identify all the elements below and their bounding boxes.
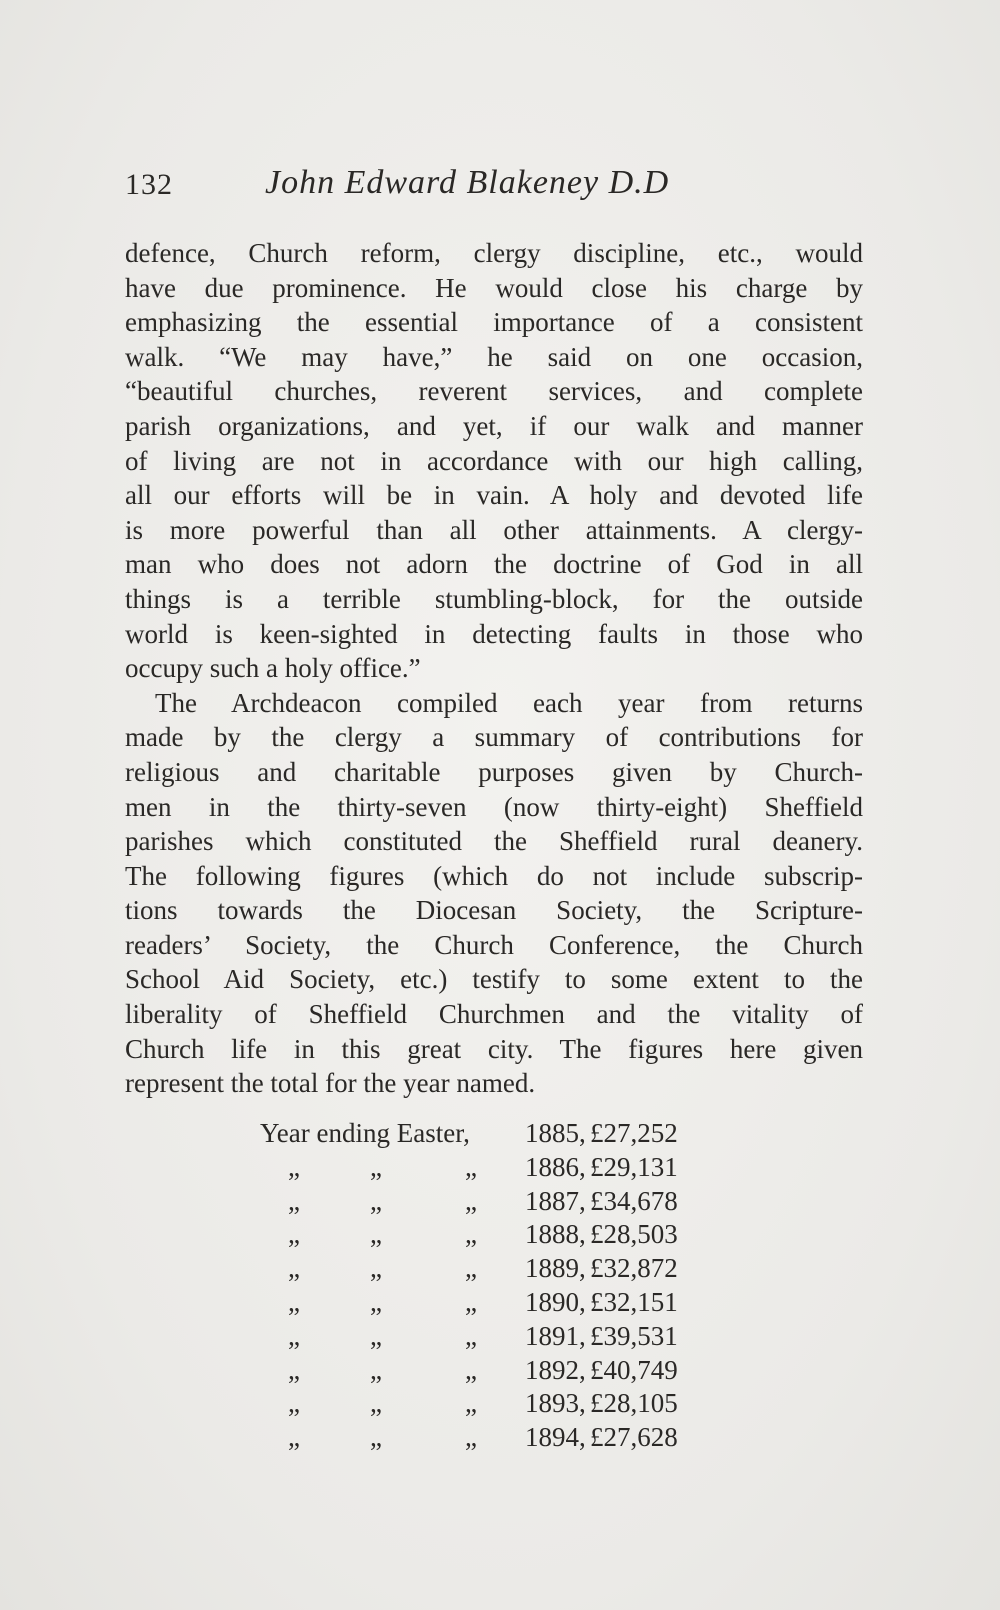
text-line: readers’ Society, the Church Conference, the Church: [125, 929, 863, 960]
page-header: [125, 160, 865, 210]
text-line: have due prominence. He would close his charge by: [125, 272, 863, 303]
amount-value: £32,151: [590, 1286, 678, 1317]
ditto-mark: „: [370, 1320, 382, 1351]
table-row: [260, 1152, 720, 1186]
year-value: 1890,: [525, 1286, 586, 1317]
table-row: [260, 1253, 720, 1287]
amount-value: £27,252: [590, 1118, 678, 1148]
year-value: 1894,: [525, 1422, 586, 1453]
ditto-mark: „: [370, 1286, 382, 1317]
ditto-mark: „: [288, 1388, 300, 1419]
year-value: 1893,: [525, 1388, 586, 1419]
year-value: 1889,: [525, 1253, 586, 1284]
table-row: [260, 1118, 720, 1152]
text-line: The Archdeacon compiled each year from returns: [155, 687, 863, 718]
text-line: walk. “We may have,” he said on one occasion,: [125, 341, 863, 372]
year-value: 1888,: [525, 1219, 586, 1250]
page-number: 132: [125, 168, 173, 201]
table-row: [260, 1186, 720, 1220]
text-line: religious and charitable purposes given by Church-: [125, 756, 863, 787]
text-line: things is a terrible stumbling-block, for the outside: [125, 583, 863, 614]
contributions-table: [260, 1118, 720, 1456]
body-text: [125, 236, 863, 1101]
ditto-mark: „: [370, 1185, 382, 1216]
ditto-mark: „: [370, 1151, 382, 1182]
ditto-mark: „: [370, 1253, 382, 1284]
ditto-mark: „: [465, 1219, 477, 1250]
ditto-mark: „: [370, 1422, 382, 1453]
year-value: 1887,: [525, 1185, 586, 1216]
ditto-mark: „: [288, 1151, 300, 1182]
table-row: [260, 1388, 720, 1422]
table-row: [260, 1219, 720, 1253]
ditto-mark: „: [465, 1422, 477, 1453]
ditto-mark: „: [288, 1185, 300, 1216]
ditto-mark: „: [288, 1219, 300, 1250]
table-row: [260, 1321, 720, 1355]
ditto-mark: „: [465, 1185, 477, 1216]
amount-value: £28,503: [590, 1219, 678, 1250]
table-row: [260, 1422, 720, 1456]
year-value: 1891,: [525, 1320, 586, 1351]
text-line: made by the clergy a summary of contributions for: [125, 722, 863, 753]
ditto-mark: „: [465, 1320, 477, 1351]
amount-value: £34,678: [590, 1185, 678, 1216]
text-line: of living are not in accordance with our high calling,: [125, 445, 863, 476]
ditto-mark: „: [288, 1286, 300, 1317]
text-line: represent the total for the year named.: [125, 1068, 536, 1099]
year-value: 1886,: [525, 1151, 586, 1182]
ditto-mark: „: [288, 1354, 300, 1385]
ditto-mark: „: [465, 1151, 477, 1182]
year-value: 1892,: [525, 1354, 586, 1385]
ditto-mark: „: [465, 1253, 477, 1284]
paragraph-1: [125, 236, 863, 686]
amount-value: £40,749: [590, 1354, 678, 1385]
text-line: man who does not adorn the doctrine of God in all: [125, 549, 863, 580]
text-line: world is keen-sighted in detecting faults in those who: [125, 618, 863, 649]
running-title: John Edward Blakeney D.D: [265, 164, 670, 201]
text-line: Church life in this great city. The figures here given: [125, 1033, 863, 1064]
ditto-mark: „: [288, 1422, 300, 1453]
row-label: Year ending Easter,: [260, 1118, 470, 1148]
amount-value: £29,131: [590, 1151, 678, 1182]
amount-value: £27,628: [590, 1422, 678, 1453]
ditto-mark: „: [370, 1354, 382, 1385]
text-line: parishes which constituted the Sheffield rural deanery.: [125, 826, 863, 857]
year-value: 1885,: [525, 1118, 586, 1148]
text-line: men in the thirty-seven (now thirty-eight) Sheffield: [125, 791, 863, 822]
ditto-mark: „: [370, 1219, 382, 1250]
text-line: defence, Church reform, clergy discipline, etc., would: [125, 238, 863, 268]
amount-value: £32,872: [590, 1253, 678, 1284]
ditto-mark: „: [370, 1388, 382, 1419]
table-row: [260, 1355, 720, 1389]
ditto-mark: „: [288, 1320, 300, 1351]
ditto-mark: „: [465, 1286, 477, 1317]
ditto-mark: „: [288, 1253, 300, 1284]
text-line: “beautiful churches, reverent services, and complete: [125, 376, 863, 407]
amount-value: £28,105: [590, 1388, 678, 1419]
ditto-mark: „: [465, 1388, 477, 1419]
text-line: School Aid Society, etc.) testify to some extent to the: [125, 964, 863, 995]
paragraph-2: [125, 686, 863, 1101]
text-line: tions towards the Diocesan Society, the Scripture-: [125, 895, 863, 926]
text-line: The following figures (which do not include subscrip-: [125, 860, 863, 891]
text-line: is more powerful than all other attainments. A clergy-: [125, 514, 863, 545]
ditto-mark: „: [465, 1354, 477, 1385]
amount-value: £39,531: [590, 1320, 678, 1351]
text-line: emphasizing the essential importance of a consistent: [125, 307, 863, 338]
text-line: liberality of Sheffield Churchmen and the vitality of: [125, 999, 863, 1030]
text-line: occupy such a holy office.”: [125, 653, 421, 684]
text-line: parish organizations, and yet, if our walk and manner: [125, 410, 863, 441]
text-line: all our efforts will be in vain. A holy and devoted life: [125, 480, 863, 511]
table-row: [260, 1287, 720, 1321]
